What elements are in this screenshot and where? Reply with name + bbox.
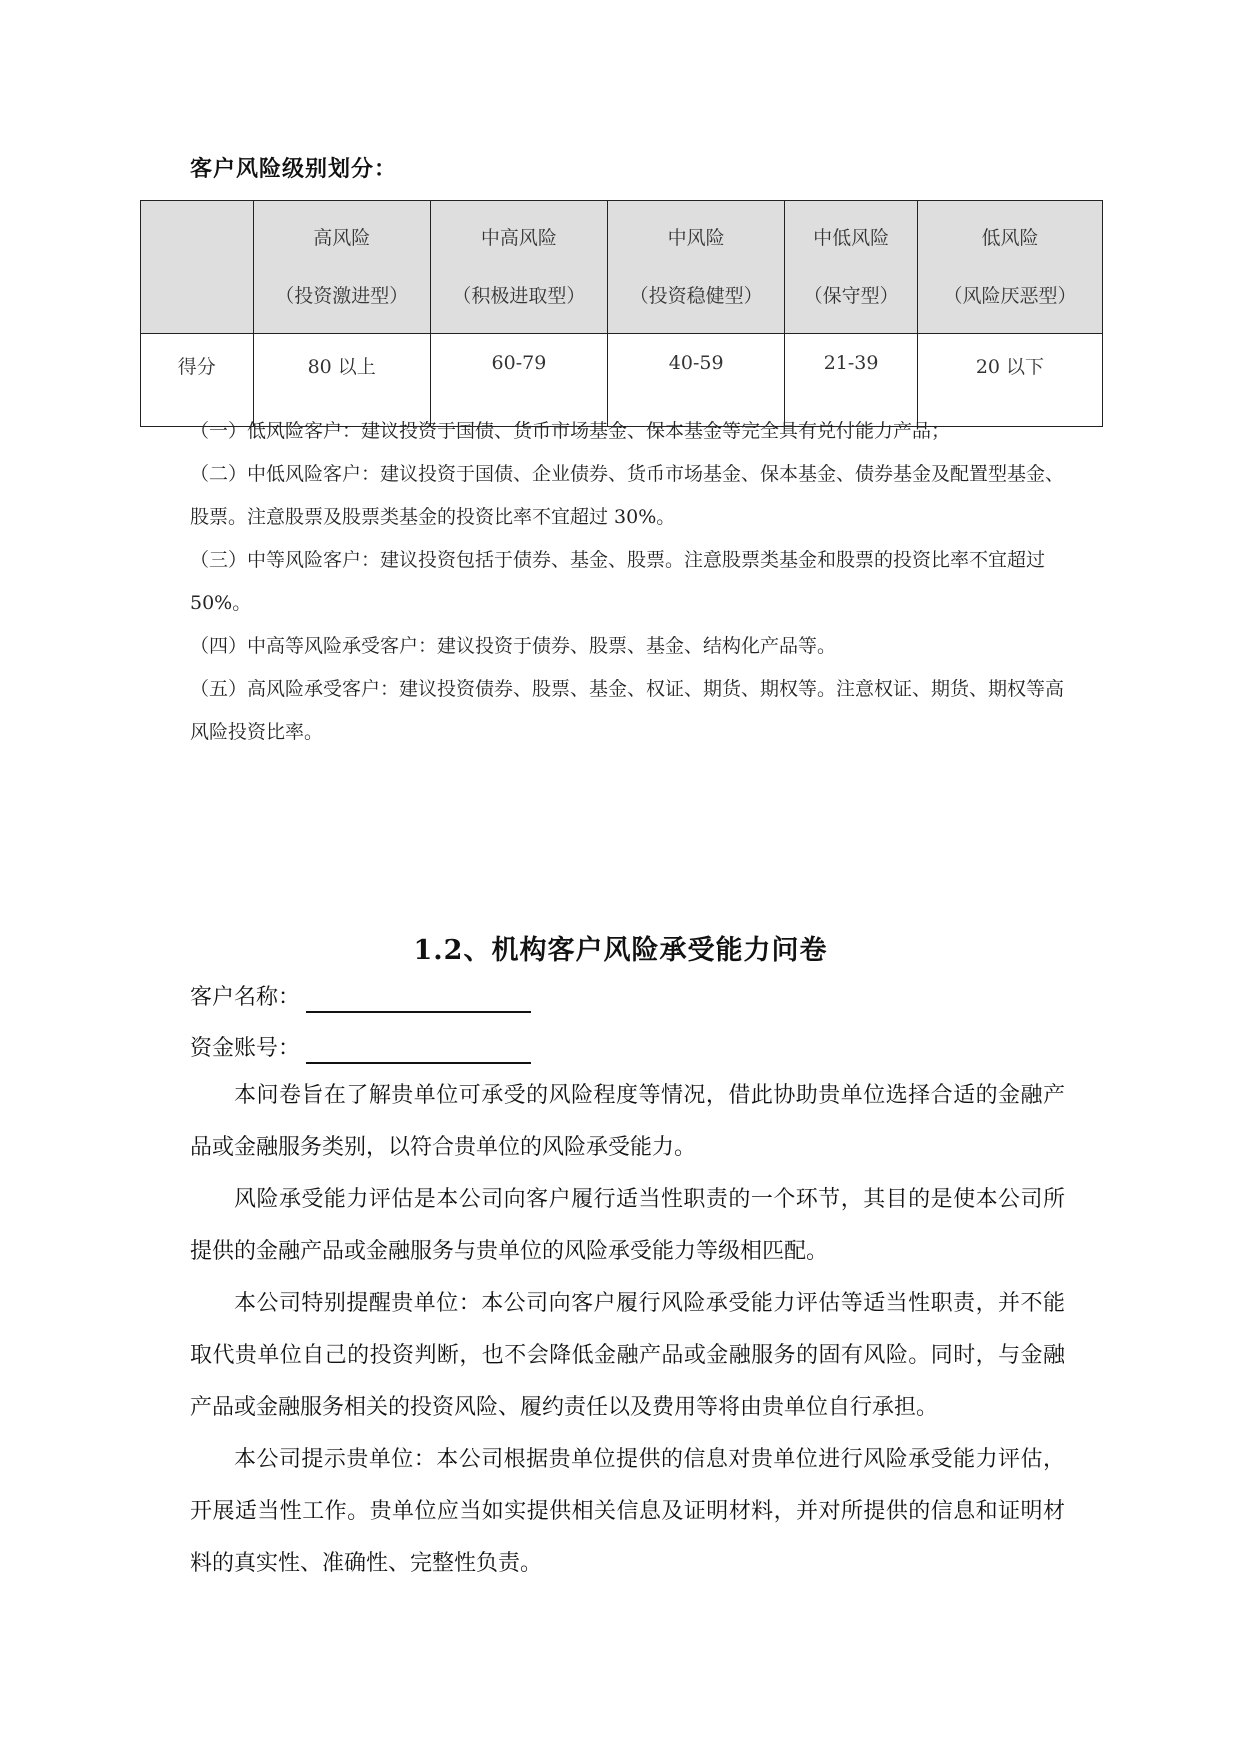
note-item: （三）中等风险客户：建议投资包括于债券、基金、股票。注意股票类基金和股票的投资比率不宜超过 50%。 (190, 549, 1046, 614)
field-label: 资金账号： (190, 1036, 301, 1061)
note-item: （五）高风险承受客户：建议投资债券、股票、基金、权证、期货、期权等。注意权证、期货、期权等高风险投资比率。 (190, 678, 1065, 743)
risk-level-type: （投资稳健型） (629, 285, 763, 307)
score-cell: 60-79 (430, 334, 607, 427)
risk-level-name: 中风险 (667, 227, 725, 249)
score-row-label: 得分 (141, 334, 254, 427)
risk-level-type: （投资激进型） (275, 285, 409, 307)
table-header-cell (608, 201, 785, 334)
risk-level-name: 中低风险 (813, 227, 890, 249)
questionnaire-intro (190, 1070, 1065, 1590)
questionnaire-title: 1.2、机构客户风险承受能力问卷 (413, 935, 828, 966)
risk-level-name: 高风险 (313, 227, 371, 249)
client-name-blank[interactable] (306, 985, 531, 1013)
note-item: （一）低风险客户：建议投资于国债、货币市场基金、保本基金等完全具有兑付能力产品； (190, 420, 951, 442)
table-header-cell (917, 201, 1102, 334)
score-cell: 21-39 (785, 334, 918, 427)
score-cell: 40-59 (608, 334, 785, 427)
intro-paragraph: 本公司特别提醒贵单位：本公司向客户履行风险承受能力评估等适当性职责，并不能取代贵单位自己的投资判断，也不会降低金融产品或金融服务的固有风险。同时，与金融产品或金融服务相关的投资风险、履约责任以及费用等将由贵单位自行承担。 (190, 1291, 1065, 1420)
risk-level-type: （风险厌恶型） (943, 285, 1077, 307)
intro-paragraph: 本问卷旨在了解贵单位可承受的风险程度等情况，借此协助贵单位选择合适的金融产品或金融服务类别，以符合贵单位的风险承受能力。 (190, 1083, 1065, 1160)
table-header-row (141, 201, 1103, 334)
risk-level-type: （积极进取型） (452, 285, 586, 307)
risk-level-type: （保守型） (803, 285, 899, 307)
risk-recommendation-notes (190, 410, 1070, 754)
risk-level-table (140, 200, 1103, 427)
intro-paragraph: 风险承受能力评估是本公司向客户履行适当性职责的一个环节，其目的是使本公司所提供的金融产品或金融服务与贵单位的风险承受能力等级相匹配。 (190, 1187, 1065, 1264)
client-name-field (190, 983, 531, 1013)
note-item: （二）中低风险客户：建议投资于国债、企业债券、货币市场基金、保本基金、债券基金及配置型基金、股票。注意股票及股票类基金的投资比率不宜超过 30%。 (190, 463, 1065, 528)
note-item: （四）中高等风险承受客户：建议投资于债券、股票、基金、结构化产品等。 (190, 635, 837, 657)
score-cell: 20 以下 (917, 334, 1102, 427)
account-number-blank[interactable] (306, 1036, 531, 1064)
risk-level-name: 中高风险 (480, 227, 557, 249)
table-header-cell (253, 201, 430, 334)
intro-paragraph: 本公司提示贵单位：本公司根据贵单位提供的信息对贵单位进行风险承受能力评估，开展适当性工作。贵单位应当如实提供相关信息及证明材料，并对所提供的信息和证明材料的真实性、准确性、完整性负责。 (190, 1447, 1065, 1576)
field-label: 客户名称： (190, 985, 301, 1010)
score-cell: 80 以上 (253, 334, 430, 427)
risk-level-name: 低风险 (981, 227, 1039, 249)
account-number-field (190, 1034, 531, 1064)
table-header-cell (141, 201, 254, 334)
risk-level-heading: 客户风险级别划分： (190, 156, 398, 182)
table-header-cell (430, 201, 607, 334)
table-header-cell (785, 201, 918, 334)
